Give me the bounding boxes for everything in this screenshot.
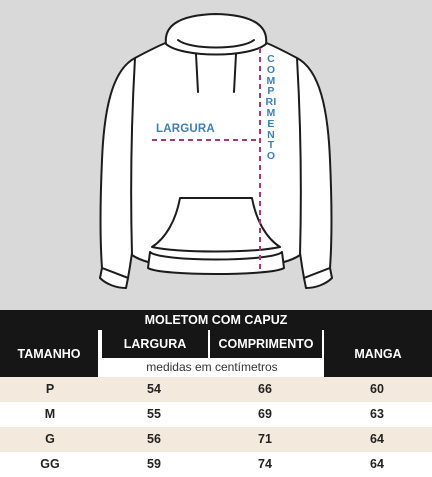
table-title: MOLETOM COM CAPUZ (0, 310, 432, 330)
cell-length: 66 (258, 382, 272, 396)
units-note: medidas em centímetros (102, 358, 322, 377)
cell-size: GG (40, 457, 60, 471)
cell-width: 59 (147, 457, 161, 471)
width-measure-label: LARGURA (156, 123, 215, 135)
cell-length: 74 (258, 457, 272, 471)
cell-width: 54 (147, 382, 161, 396)
header-length: COMPRIMENTO (210, 330, 322, 358)
cell-size: M (44, 407, 56, 421)
header-size: TAMANHO (0, 330, 100, 377)
cell-width: 55 (147, 407, 161, 421)
cell-width: 56 (147, 432, 161, 446)
cell-size: P (45, 382, 55, 396)
table-row (0, 452, 432, 477)
table-row (0, 377, 432, 402)
cell-sleeve: 64 (370, 457, 384, 471)
header-divider (322, 330, 324, 377)
header-sleeve: MANGA (324, 330, 432, 377)
header-width: LARGURA (102, 330, 208, 358)
cell-sleeve: 63 (370, 407, 384, 421)
length-measure-label: COMPRIMENTO (265, 53, 277, 163)
cell-sleeve: 60 (370, 382, 384, 396)
table-row (0, 402, 432, 427)
cell-length: 71 (258, 432, 272, 446)
header-divider (208, 330, 210, 358)
cell-size: G (45, 432, 55, 446)
size-table (0, 310, 432, 477)
cell-sleeve: 64 (370, 432, 384, 446)
table-row (0, 427, 432, 452)
cell-length: 69 (258, 407, 272, 421)
